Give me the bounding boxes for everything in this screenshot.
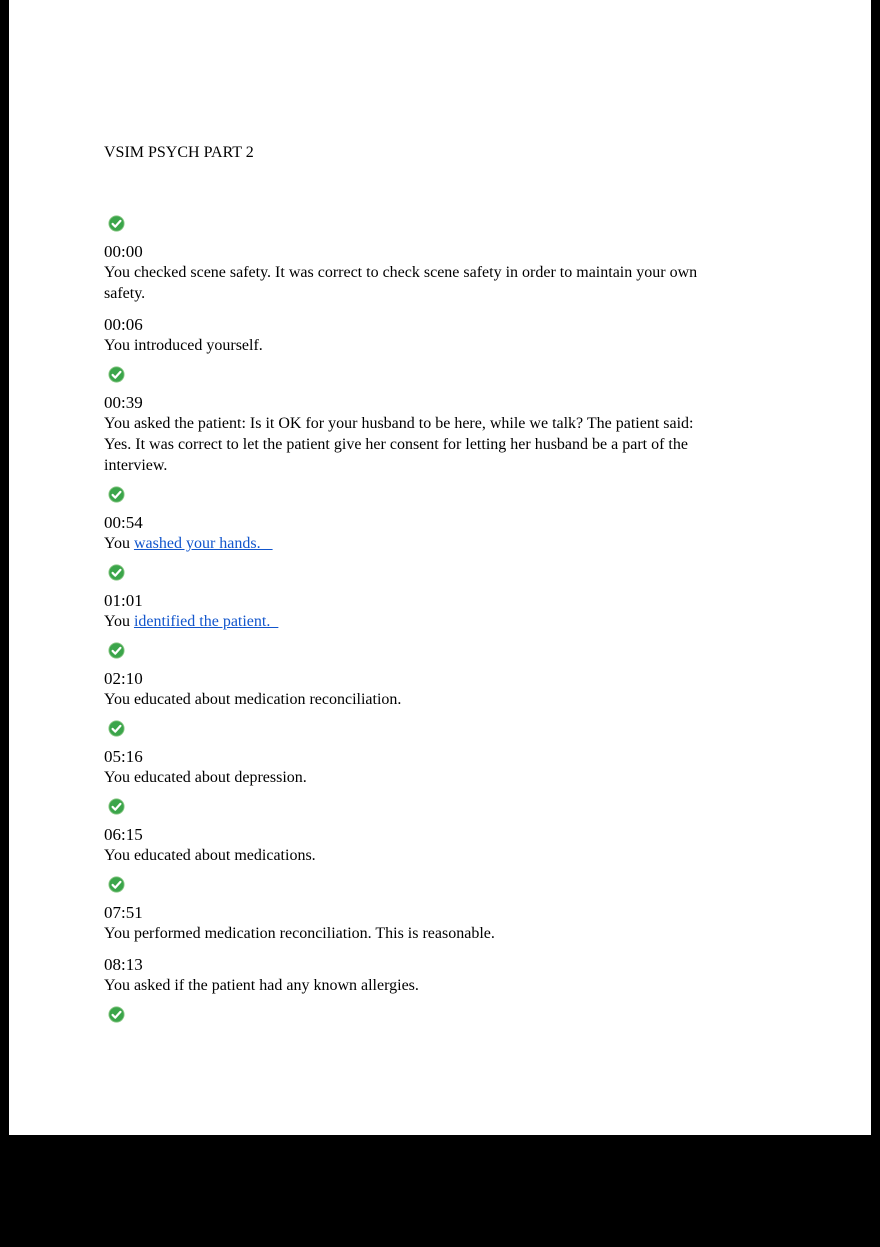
log-entry [104,314,811,356]
entry-text-run: You educated about medication reconciliation. [104,691,402,708]
entry-text-run: You educated about medications. [104,847,316,864]
document-page [9,0,871,1135]
entry-text-run: You educated about depression. [104,769,307,786]
success-check-icon [108,876,125,893]
success-check-icon [108,564,125,581]
entry-link[interactable]: washed your hands. [133,535,273,552]
log-entry [104,215,811,304]
entry-list [104,215,811,1023]
success-check-icon [108,642,125,659]
entry-text-run: You introduced yourself. [104,337,263,354]
log-entry [104,642,811,710]
entry-text-run: You [104,613,134,630]
document-title: VSIM PSYCH PART 2 [104,144,254,161]
entry-text [104,335,704,356]
entry-timestamp: 00:39 [104,393,143,412]
log-entry [104,798,811,866]
entry-text [104,611,704,632]
entry-text-run: You asked if the patient had any known allergies. [104,977,419,994]
entry-timestamp: 07:51 [104,903,143,922]
success-check-icon [108,798,125,815]
success-check-icon [108,366,125,383]
entry-text-run: You asked the patient: Is it OK for your husband to be here, while we talk? The patient said: Yes. It was correct to let the patient give her consent for letting her husband be a part of the interview. [104,415,694,474]
entry-timestamp: 02:10 [104,669,143,688]
log-entry [104,486,811,554]
bottom-black-bar [0,1135,880,1247]
log-entry [104,954,811,996]
entry-timestamp: 05:16 [104,747,143,766]
entry-text-run: You checked scene safety. It was correct to check scene safety in order to maintain your own safety. [104,264,698,302]
entry-text [104,533,704,554]
entry-text [104,689,704,710]
success-check-icon [108,720,125,737]
entry-text [104,262,704,304]
success-check-icon [108,486,125,503]
entry-timestamp: 06:15 [104,825,143,844]
entry-text [104,413,704,476]
log-entry [104,366,811,476]
entry-timestamp: 00:00 [104,242,143,261]
entry-timestamp: 08:13 [104,955,143,974]
entry-text [104,923,704,944]
log-entry [104,720,811,788]
entry-timestamp: 01:01 [104,591,143,610]
entry-text [104,767,704,788]
log-entry [104,876,811,944]
entry-text-run: You performed medication reconciliation. This is reasonable. [104,925,495,942]
success-check-icon [108,215,125,232]
log-entry [104,1006,811,1023]
entry-text-run: You [104,535,134,552]
entry-timestamp: 00:54 [104,513,143,532]
success-check-icon [108,1006,125,1023]
entry-timestamp: 00:06 [104,315,143,334]
log-entry [104,564,811,632]
entry-text [104,975,704,996]
entry-link[interactable]: identified the patient. [133,613,279,630]
entry-text [104,845,704,866]
